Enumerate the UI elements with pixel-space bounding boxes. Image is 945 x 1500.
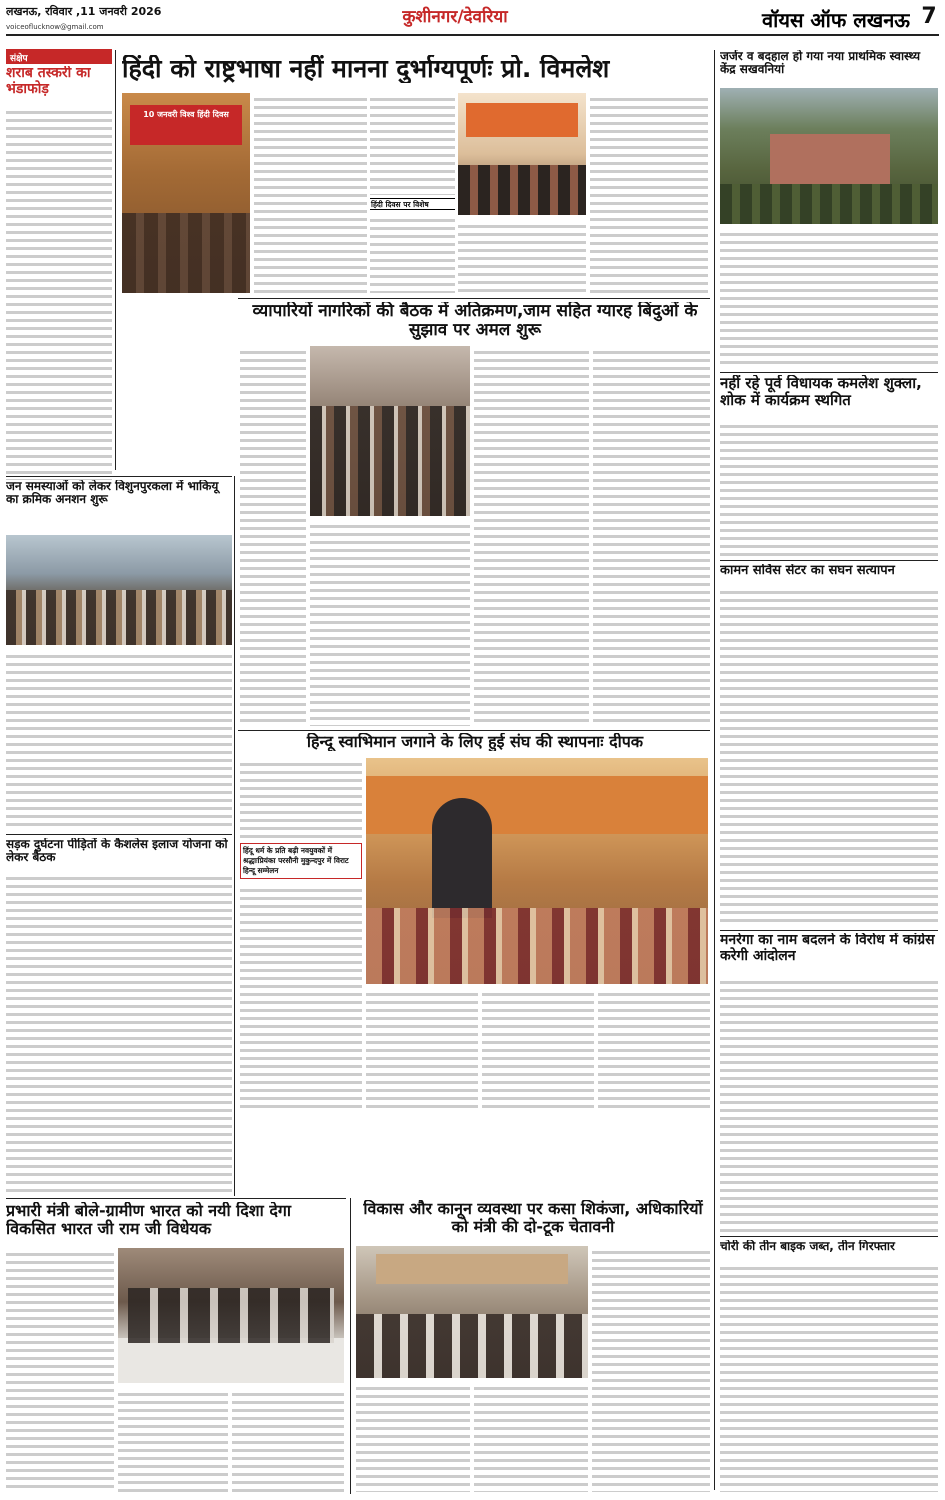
lead-body-col4	[590, 93, 708, 293]
email-address: voiceoflucknow@gmail.com	[6, 23, 104, 31]
right-story1-body	[720, 228, 938, 368]
law-headline: विकास और कानून व्यवस्था पर कसा शिकंजा, अधिकारियों को मंत्री की दो-टूक चेतावनी	[363, 1200, 703, 1236]
left-story2-rule	[6, 476, 232, 477]
right-story4-headline: मनरेगा का नाम बदलने के विरोध में कांग्रेस करेगी आंदोलन	[720, 933, 935, 964]
left-story3-body	[6, 872, 232, 1194]
minister-law-rule	[350, 1198, 351, 1494]
left-story2-headline: जन समस्याओं को लेकर विशुनपुरकला में भाकियू का क्रमिक अनशन शुरू	[6, 480, 219, 507]
page-number: 7	[921, 4, 937, 29]
edition-title: कुशीनगर/देवरिया	[402, 7, 508, 27]
date-line: लखनऊ, रविवार ,11 जनवरी 2026	[6, 5, 162, 18]
right-story5-headline: चोरी की तीन बाइक जब्त, तीन गिरफ्तार	[720, 1240, 895, 1253]
speaker-figure	[432, 798, 492, 918]
center-right-rule	[714, 50, 715, 1490]
law-banner	[376, 1254, 568, 1284]
traders-body-col3	[474, 346, 589, 726]
minister-body-col3	[232, 1388, 344, 1492]
right-story4-body	[720, 976, 938, 1232]
minister-body-col1	[6, 1248, 114, 1492]
left-column-rule	[115, 50, 116, 470]
traders-headline: व्यापारियों नागरिकों की बैठक में अतिक्रमण,जाम सहित ग्यारह बिंदुओं के सुझाव पर अमल शुरू	[252, 302, 698, 341]
left-center-rule	[234, 476, 235, 1196]
right-story4-rule	[720, 930, 938, 931]
protest-crowd	[6, 590, 232, 645]
right-story3-rule	[720, 560, 938, 561]
hindu-body-col1	[240, 758, 362, 838]
health-centre-photo	[720, 88, 938, 224]
minister-table	[118, 1338, 344, 1383]
brief-headline: शराब तस्करी का भंडाफोड़	[6, 66, 91, 97]
law-body-col3	[474, 1382, 588, 1492]
lead-body-col1	[254, 93, 367, 293]
lead-event-photo	[458, 93, 586, 215]
masthead	[0, 0, 945, 50]
protest-photo	[6, 535, 232, 645]
lead-body-col2	[370, 93, 455, 195]
overgrown-shrubs	[720, 184, 938, 224]
brief-body	[6, 106, 112, 480]
traders-meeting-photo	[310, 346, 470, 516]
traders-body-col1	[240, 346, 306, 726]
minister-headline: प्रभारी मंत्री बोले-ग्रामीण भारत को नयी दिशा देगा विकसित भारत जी राम जी विधेयक	[6, 1202, 292, 1238]
minister-seated	[128, 1288, 334, 1343]
law-body-col1	[592, 1246, 710, 1492]
brand-logo: वॉयस ऑफ लखनऊ	[762, 8, 910, 32]
right-story3-body	[720, 586, 938, 926]
traders-rule	[238, 298, 710, 299]
law-meeting-photo	[356, 1246, 588, 1378]
hindu-caption-box: हिंदू धर्म के प्रति बढ़ी नवयुवकों में श्रद्धाःप्रियंका परसौनी मुकुन्दपुर में विराट हिन्दू सम्मेलन	[240, 843, 362, 879]
lead-photo-people	[122, 213, 250, 293]
right-story2-body	[720, 420, 938, 560]
hindu-body-col1b	[240, 884, 362, 1108]
hindu-headline: हिन्दू स्वाभिमान जगाने के लिए हुई संघ की स्थापनाः दीपक	[306, 733, 644, 751]
hindu-rally-photo	[366, 758, 708, 984]
left-story3-rule	[6, 834, 232, 835]
lead-body-col2b	[370, 214, 455, 293]
section-label: संक्षेप	[6, 49, 112, 64]
traders-body-col4	[593, 346, 710, 726]
stage-banner	[366, 776, 708, 834]
minister-photo	[118, 1248, 344, 1383]
left-story2-body	[6, 650, 232, 828]
lead-photo-banner: 10 जनवरी विश्व हिंदी दिवस	[130, 105, 242, 145]
masthead-rule	[6, 34, 939, 36]
law-body-col2	[356, 1382, 470, 1492]
lead-body-col3	[458, 220, 586, 293]
right-story3-headline: कामन सर्विस सेंटर का सघन सत्यापन	[720, 564, 895, 578]
right-story2-headline: नहीं रहे पूर्व विधायक कमलेश शुक्ला, शोक में कार्यक्रम स्थगित	[720, 375, 922, 409]
minister-body-col2	[118, 1388, 228, 1492]
event-backdrop-banner	[466, 103, 578, 137]
hindu-body-col4	[598, 988, 710, 1108]
traders-body-col2	[310, 520, 470, 726]
hindu-body-col2	[366, 988, 478, 1108]
law-officials	[356, 1314, 588, 1378]
hindu-body-col3	[482, 988, 594, 1108]
traders-attendees	[310, 406, 470, 516]
lead-headline: हिंदी को राष्ट्रभाषा नहीं मानना दुर्भाग्यपूर्णः प्रो. विमलेश	[122, 55, 610, 83]
event-audience	[458, 165, 586, 215]
right-story1-headline: जर्जर व बदहाल हो गया नया प्राथमिक स्वास्थ्य केंद्र सखवनियां	[720, 50, 921, 77]
right-story5-body	[720, 1262, 938, 1492]
right-story5-rule	[720, 1236, 938, 1237]
lead-subhead: हिंदी दिवस पर विशेष	[370, 198, 455, 210]
left-story3-headline: सड़क दुर्घटना पीड़ितों के कैशलेस इलाज योजना को लेकर बैठक	[6, 838, 228, 865]
right-story2-rule	[720, 372, 938, 373]
minister-rule	[6, 1198, 346, 1199]
lead-photo	[122, 93, 250, 293]
hindu-rule	[238, 730, 710, 731]
audience-row	[366, 908, 708, 984]
